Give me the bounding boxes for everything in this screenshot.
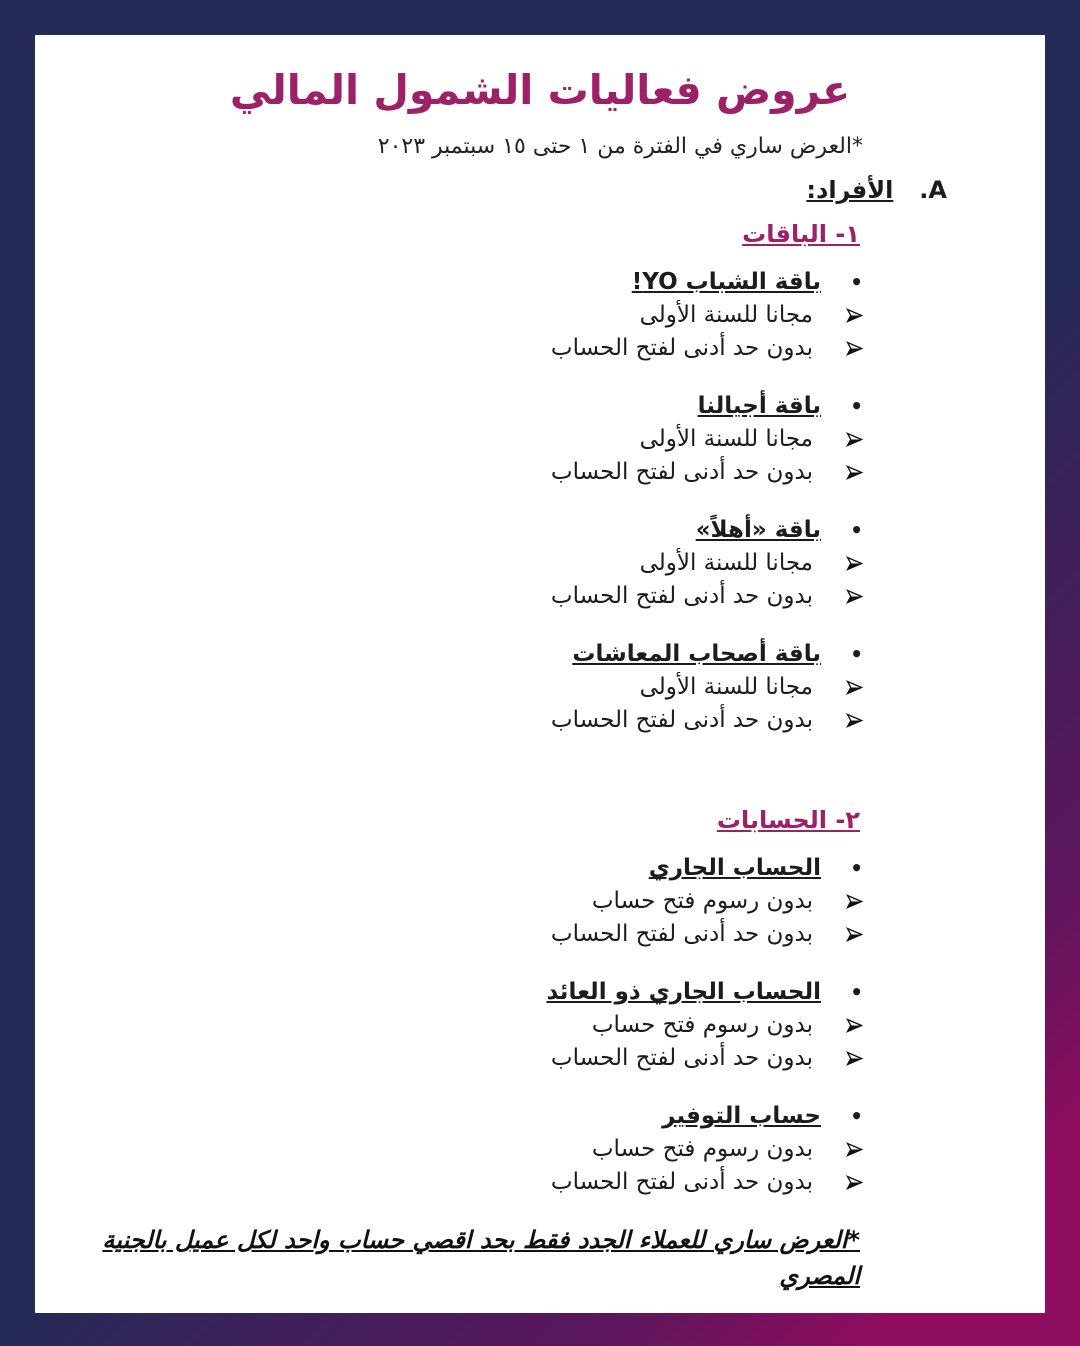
arrow-bullet-icon	[813, 1051, 863, 1066]
benefit-text: بدون حد أدنى لفتح الحساب	[550, 1045, 813, 1071]
account-item	[35, 1100, 863, 1132]
account-name: الحساب الجاري	[648, 855, 821, 881]
audience-label: الأفراد:	[806, 176, 894, 204]
account-item	[35, 976, 863, 1008]
terms-footnote: *العرض ساري للعملاء الجدد فقط بحد اقصي حساب واحد لكل عميل بالجنية المصري	[102, 1226, 860, 1290]
benefit-row	[35, 885, 863, 917]
account-name: الحساب الجاري ذو العائد	[546, 979, 821, 1005]
benefit-text: بدون حد أدنى لفتح الحساب	[550, 921, 813, 947]
section-heading-accounts: ٢- الحسابات	[716, 806, 860, 834]
benefit-text: مجانا للسنة الأولى	[639, 302, 813, 328]
package-name: باقة أصحاب المعاشات	[572, 641, 821, 667]
account-name: حساب التوفير	[662, 1103, 821, 1129]
benefit-row	[35, 299, 863, 331]
benefit-text: بدون حد أدنى لفتح الحساب	[550, 707, 813, 733]
benefit-text: بدون حد أدنى لفتح الحساب	[550, 583, 813, 609]
benefit-text: مجانا للسنة الأولى	[639, 550, 813, 576]
benefit-text: بدون رسوم فتح حساب	[591, 1012, 813, 1038]
benefit-row	[35, 1042, 863, 1074]
bullet-icon: •	[850, 1104, 863, 1128]
benefit-row	[35, 456, 863, 488]
arrow-bullet-icon	[813, 589, 863, 604]
arrow-bullet-icon	[813, 713, 863, 728]
benefit-row	[35, 918, 863, 950]
benefit-row	[35, 704, 863, 736]
bullet-icon: •	[850, 642, 863, 666]
validity-note: *العرض ساري في الفترة من ١ حتى ١٥ سبتمبر ٢٠٢٣	[377, 134, 863, 159]
benefit-text: بدون حد أدنى لفتح الحساب	[550, 335, 813, 361]
arrow-bullet-icon	[813, 308, 863, 323]
page-title: عروض فعاليات الشمول المالي	[229, 66, 851, 114]
benefit-row	[35, 332, 863, 364]
bullet-icon: •	[850, 518, 863, 542]
package-name: باقة «أهلاً»	[695, 517, 821, 543]
benefit-text: بدون رسوم فتح حساب	[591, 888, 813, 914]
package-item	[35, 390, 863, 422]
bullet-icon: •	[850, 980, 863, 1004]
bullet-icon: •	[850, 394, 863, 418]
benefit-text: بدون رسوم فتح حساب	[591, 1136, 813, 1162]
benefit-text: بدون حد أدنى لفتح الحساب	[550, 459, 813, 485]
arrow-bullet-icon	[813, 1018, 863, 1033]
arrow-bullet-icon	[813, 894, 863, 909]
benefit-row	[35, 423, 863, 455]
benefit-row	[35, 671, 863, 703]
audience-marker: A.	[919, 176, 947, 204]
benefit-row	[35, 580, 863, 612]
package-item	[35, 638, 863, 670]
bullet-icon: •	[850, 270, 863, 294]
benefit-row	[35, 1133, 863, 1165]
section-heading-packages: ١- الباقات	[742, 220, 860, 248]
benefit-row	[35, 547, 863, 579]
arrow-bullet-icon	[813, 341, 863, 356]
bullet-icon: •	[850, 856, 863, 880]
audience-heading	[35, 172, 947, 208]
benefit-text: مجانا للسنة الأولى	[639, 674, 813, 700]
arrow-bullet-icon	[813, 556, 863, 571]
benefit-row	[35, 1166, 863, 1198]
package-item	[35, 514, 863, 546]
arrow-bullet-icon	[813, 465, 863, 480]
arrow-bullet-icon	[813, 432, 863, 447]
arrow-bullet-icon	[813, 927, 863, 942]
benefit-text: مجانا للسنة الأولى	[639, 426, 813, 452]
benefit-text: بدون حد أدنى لفتح الحساب	[550, 1169, 813, 1195]
package-name: باقة الشباب YO!	[631, 269, 821, 295]
arrow-bullet-icon	[813, 680, 863, 695]
package-name: باقة أجيالنا	[697, 393, 821, 419]
account-item	[35, 852, 863, 884]
package-item	[35, 266, 863, 298]
arrow-bullet-icon	[813, 1175, 863, 1190]
arrow-bullet-icon	[813, 1142, 863, 1157]
document-card	[35, 35, 1045, 1313]
benefit-row	[35, 1009, 863, 1041]
